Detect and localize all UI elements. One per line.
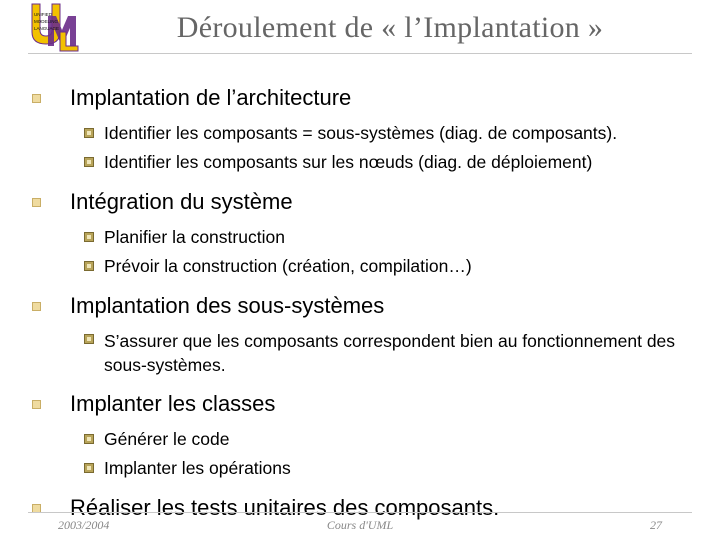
bullet-list <box>28 83 708 529</box>
square-bullet-icon <box>84 157 94 167</box>
bullet-level-2 <box>80 223 708 252</box>
sub-bullet-list <box>80 223 708 281</box>
bullet-level-1 <box>28 83 708 113</box>
bullet-text: Réaliser les tests unitaires des composants. <box>70 495 500 520</box>
sub-bullet-text: Générer le code <box>104 429 230 449</box>
bullet-group-2 <box>28 187 708 281</box>
square-bullet-icon <box>84 334 94 344</box>
bullet-text: Implantation de l’architecture <box>70 85 352 110</box>
sub-bullet-text: Implanter les opérations <box>104 458 291 478</box>
bullet-level-1 <box>28 187 708 217</box>
sub-bullet-list <box>80 327 708 379</box>
sub-bullet-list <box>80 425 708 483</box>
bullet-text: Implantation des sous-systèmes <box>70 293 385 318</box>
sub-bullet-text: S’assurer que les composants correspondent bien au fonctionnement des sous-systèmes. <box>104 331 676 375</box>
bullet-level-2 <box>80 148 708 177</box>
logo-line-2: MODELING <box>34 19 59 24</box>
bullet-level-2 <box>80 425 708 454</box>
square-bullet-icon <box>84 434 94 444</box>
square-bullet-icon <box>32 400 41 409</box>
bullet-text: Intégration du système <box>70 189 293 214</box>
page-number: 27 <box>650 518 662 532</box>
square-bullet-icon <box>84 463 94 473</box>
bullet-group-3 <box>28 291 708 379</box>
sub-bullet-list <box>80 119 708 177</box>
bullet-text: Implanter les classes <box>70 391 276 416</box>
square-bullet-icon <box>32 198 41 207</box>
square-bullet-icon <box>32 302 41 311</box>
square-bullet-icon <box>84 232 94 242</box>
square-bullet-icon <box>84 261 94 271</box>
bullet-group-1 <box>28 83 708 177</box>
footer-divider <box>28 512 692 513</box>
bullet-level-2 <box>80 454 708 483</box>
footer-date: 2003/2004 <box>58 518 110 532</box>
logo-line-1: UNIFIED <box>34 12 52 17</box>
logo-line-3: LANGUAGE <box>34 26 60 31</box>
bullet-group-4 <box>28 389 708 483</box>
bullet-level-2 <box>80 252 708 281</box>
footer-course: Cours d'UML <box>326 518 394 532</box>
sub-bullet-text: Identifier les composants = sous-systèmes (diag. de composants). <box>104 123 618 143</box>
bullet-level-2 <box>80 119 708 148</box>
square-bullet-icon <box>32 94 41 103</box>
sub-bullet-text: Planifier la construction <box>104 227 285 247</box>
slide-title: Déroulement de « l’Implantation » <box>176 11 604 44</box>
sub-bullet-text: Prévoir la construction (création, compilation…) <box>104 256 472 276</box>
sub-bullet-text: Identifier les composants sur les nœuds (diag. de déploiement) <box>104 152 593 172</box>
bullet-level-2 <box>80 327 708 379</box>
title-divider <box>28 53 692 54</box>
square-bullet-icon <box>84 128 94 138</box>
bullet-level-1 <box>28 389 708 419</box>
bullet-level-1 <box>28 291 708 321</box>
